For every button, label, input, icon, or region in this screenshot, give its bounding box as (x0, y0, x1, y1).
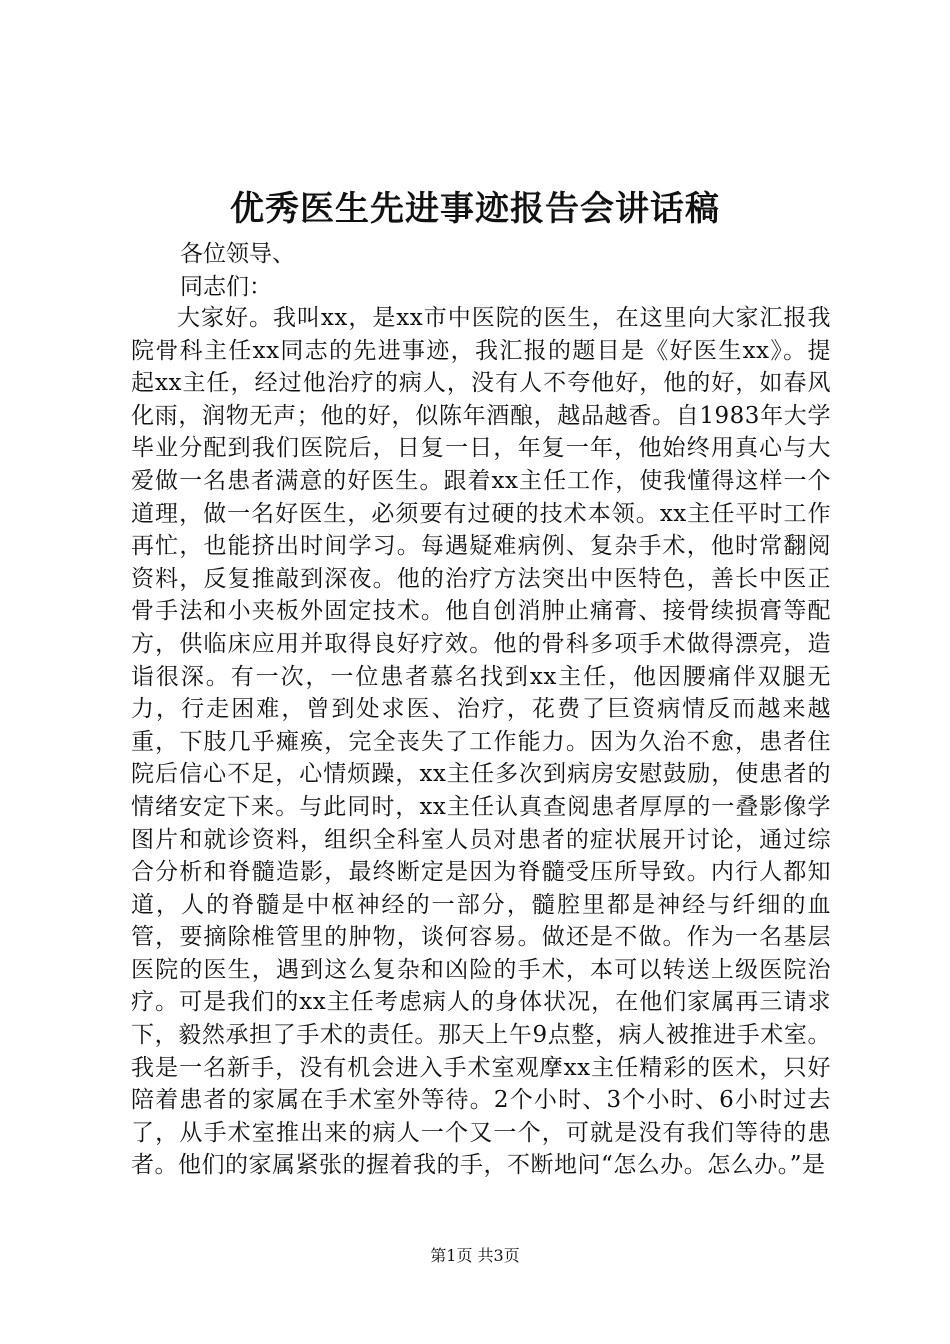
salutation-comrades: 同志们： (180, 274, 272, 300)
document-title: 优秀医生先进事迹报告会讲话稿 (230, 189, 720, 229)
salutation-leaders: 各位领导、 (180, 241, 295, 267)
page-number-footer: 第1页 共3页 (430, 1246, 520, 1265)
speech-paragraph: 大家好。我叫xx，是xx市中医院的医生，在这里向大家汇报我院骨科主任xx同志的先进事迹，我汇报的题目是《好医生xx》。提起xx主任，经过他治疗的病人，没有人不夸他好，他的好，如春风化雨，润物无声；他的好，似陈年酒酿，越品越香。自1983年大学毕业分配到我们医院后，日复一日，年复一年，他始终用真心与大爱做一名患者满意的好医生。跟着xx主任工作，使我懂得这样一个道理，做一名好医生，必须要有过硬的技术本领。xx主任平时工作再忙，也能挤出时间学习。每遇疑难病例、复杂手术，他时常翻阅资料，反复推敲到深夜。他的治疗方法突出中医特色，善长中医正骨手法和小夹板外固定技术。他自创消肿止痛膏、接骨续损膏等配方，供临床应用并取得良好疗效。他的骨科多项手术做得漂亮，造诣很深。有一次，一位患者慕名找到xx主任，他因腰痛伴双腿无力，行走困难，曾到处求医、治疗，花费了巨资病情反而越来越重，下肢几乎瘫痪，完全丧失了工作能力。因为久治不愈，患者住院后信心不足，心情烦躁，xx主任多次到病房安慰鼓励，使患者的情绪安定下来。与此同时，xx主任认真查阅患者厚厚的一叠影像学图片和就诊资料，组织全科室人员对患者的症状展开讨论，通过综合分析和脊髓造影，最终断定是因为脊髓受压所导致。内行人都知道，人的脊髓是中枢神经的一部分，髓腔里都是神经与纤细的血管，要摘除椎管里的肿物，谈何容易。做还是不做。作为一名基层医院的医生，遇到这么复杂和凶险的手术，本可以转送上级医院治疗。可是我们的xx主任考虑病人的身体状况，在他们家属再三请求下，毅然承担了手术的责任。那天上午9点整，病人被推进手术室。我是一名新手，没有机会进入手术室观摩xx主任精彩的医术，只好陪着患者的家属在手术室外等待。2个小时、3个小时、6小时过去了，从手术室推出来的病人一个又一个，可就是没有我们等待的患者。他们的家属紧张的握着我的手，不断地问“怎么办。怎么办。”是 (131, 305, 831, 1179)
